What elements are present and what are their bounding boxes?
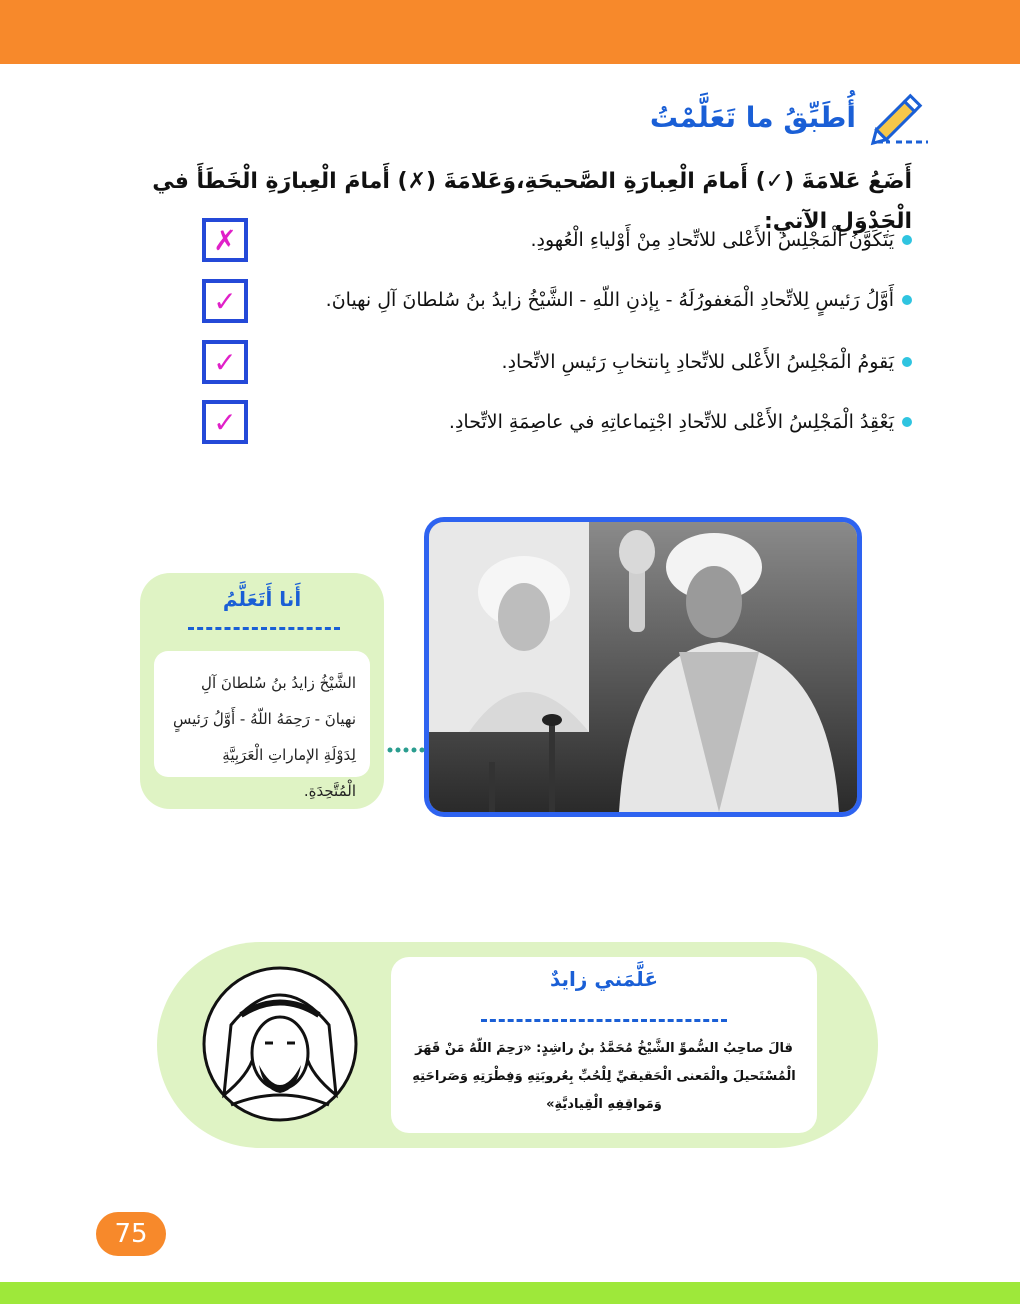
statement-text: يَتَكَوَّنُ الْمَجْلِسُ الأَعْلى للاتِّحادِ مِنْ أَوْلياءِ الْعُهودِ. [530,229,894,251]
portrait-drawing [201,965,359,1123]
bullet-icon [902,295,912,305]
check-mark-icon: ✓ [213,345,237,379]
instruction-text: أَضَعُ عَلامَةَ (✓) أَمامَ الْعِبارَةِ الصَّحيحَةِ،وَعَلامَةَ (✗) أَمامَ الْعِبارَةِ الْخَطَأَ في الْجَدْوَلِ الآتي: [152,169,912,234]
bullet-icon [902,417,912,427]
statement-text: أَوَّلُ رَئيسٍ لِلاتِّحادِ الْمَغفورُلَهُ - بِإذنِ اللّهِ - الشَّيْخُ زايدُ بنُ سُلطانَ آلِ نهيانَ. [325,289,894,311]
answer-box-3[interactable] [202,340,248,384]
heading-row [650,86,930,148]
page-title: أُطَبِّقُ ما تَعَلَّمْتُ [649,100,856,134]
bottom-bar [0,1282,1020,1304]
statement-2 [272,284,912,316]
statement-4 [272,406,912,438]
zayed-quote-text: قالَ صاحِبُ السُّموِّ الشَّيْخُ مُحَمَّدُ بنُ راشِدٍ: «رَحِمَ اللّهُ مَنْ قَهَرَ الْمُسْتَحيلَ والْمَعنى الْحَقيقيِّ لِلْحُبِّ بِعُروبَتِهِ وَفِطْرَتِهِ وَصَراحَتِهِ وَمَواقِفِهِ الْقِياديَّةِ» [412,1041,796,1112]
statement-text: يَعْقِدُ الْمَجْلِسُ الأَعْلى للاتِّحادِ اجْتِماعاتِهِ في عاصِمَةِ الاتِّحادِ. [448,411,894,433]
statement-3 [272,346,912,378]
answer-box-2[interactable] [202,279,248,323]
page-number: 75 [96,1212,166,1256]
zayed-box-title: عَلَّمَني زايدٌ [549,967,659,991]
answer-box-4[interactable] [202,400,248,444]
top-bar [0,0,1020,64]
answer-box-1[interactable] [202,218,248,262]
zayed-quote-card [391,957,817,1133]
learn-box-text: الشَّيْخُ زايدُ بنُ سُلطانَ آلِ نهيانَ - رَحِمَهُ اللّهُ - أَوَّلُ رَئيسٍ لِدَوْلَةِ الإماراتِ الْعَرَبِيَّةِ الْمُتَّحِدَةِ. [154,651,370,777]
check-mark-icon: ✓ [213,405,237,439]
photo-image [424,517,862,817]
dashed-divider [188,627,340,630]
statement-text: يَقومُ الْمَجْلِسُ الأَعْلى للاتِّحادِ بِانتخابِ رَئيسِ الاتِّحادِ. [501,351,894,373]
bullet-icon [902,357,912,367]
dashed-divider [481,1019,727,1022]
learn-box-title: أَنا أَتَعَلَّمُ [222,587,302,611]
learn-box [140,573,384,809]
photo-illustration [429,522,857,812]
statement-1 [272,224,912,256]
cross-mark-icon: ✗ [213,223,237,257]
bullet-icon [902,235,912,245]
pencil-icon [868,86,930,148]
check-mark-icon: ✓ [213,284,237,318]
